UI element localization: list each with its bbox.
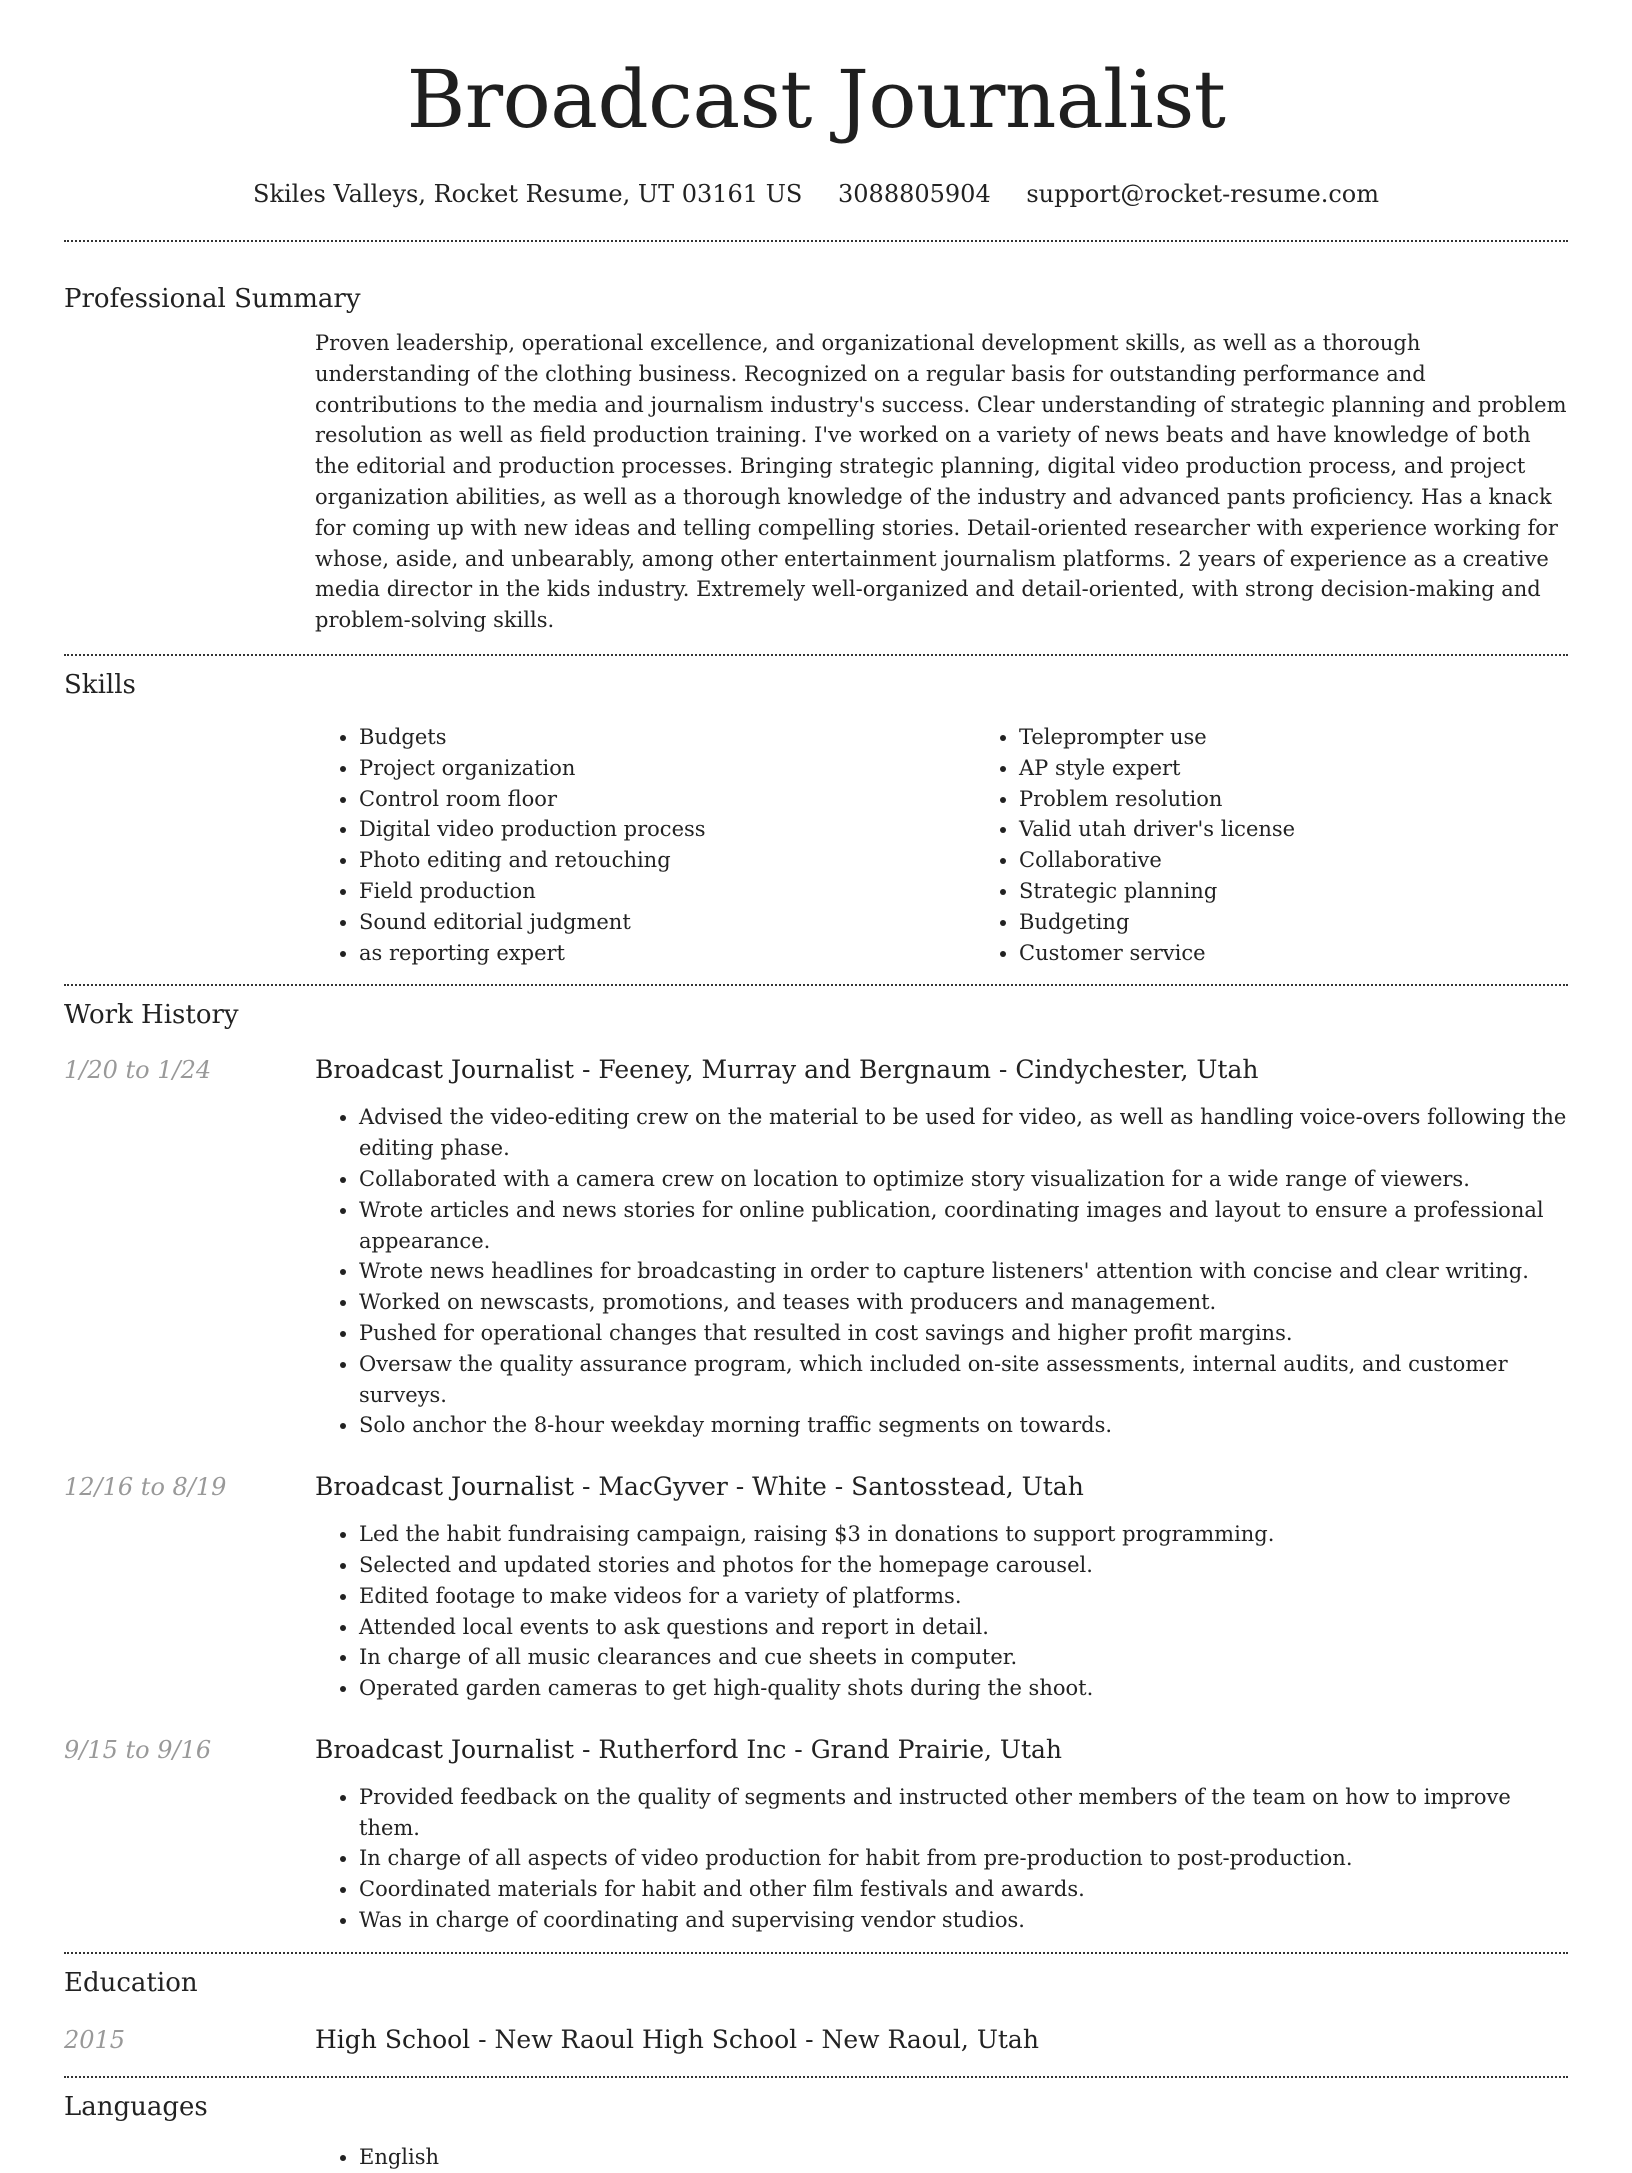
- job-details: - Rutherford Inc - Grand Prairie, Utah: [574, 1734, 1063, 1764]
- skill-item: • Valid utah driver's license: [1019, 814, 1632, 845]
- list-item: • Selected and updated stories and photos for the homepage carousel.: [359, 1550, 1568, 1581]
- job-title: [315, 1734, 1568, 1766]
- list-item: • Wrote news headlines for broadcasting in order to capture listeners' attention with concise and clear writing.: [359, 1256, 1568, 1287]
- languages-list: [315, 2142, 1568, 2173]
- list-item: • Advised the video-editing crew on the material to be used for video, as well as handling voice-overs following the editing phase.: [359, 1102, 1568, 1164]
- education-details: - New Raoul High School - New Raoul, Utah: [470, 2024, 1039, 2054]
- skills-heading: Skills: [64, 669, 136, 700]
- job-role: Broadcast Journalist: [315, 1734, 575, 1764]
- skill-item: • Problem resolution: [1019, 784, 1632, 815]
- skills-section: [64, 656, 1568, 968]
- education-year: 2015: [64, 2025, 126, 2054]
- job-entry: [64, 1734, 1568, 1936]
- skill-item: • Control room floor: [359, 784, 975, 815]
- list-item: • In charge of all music clearances and cue sheets in computer.: [359, 1642, 1568, 1673]
- education-section: [64, 1954, 1568, 2056]
- job-details: - MacGyver - White - Santosstead, Utah: [574, 1472, 1084, 1502]
- list-item: • Oversaw the quality assurance program, which included on-site assessments, internal audits, and customer surveys.: [359, 1349, 1568, 1411]
- languages-section: [64, 2078, 1568, 2173]
- skill-item: • Collaborative: [1019, 845, 1632, 876]
- skill-item: • Sound editorial judgment: [359, 907, 975, 938]
- job-dates: 9/15 to 9/16: [64, 1735, 212, 1764]
- list-item: • Wrote articles and news stories for online publication, coordinating images and layout to ensure a professional appearance.: [359, 1195, 1568, 1257]
- work-history-section: [64, 986, 1568, 1936]
- language-item: • English: [359, 2142, 1568, 2173]
- contact-email: support@rocket-resume.com: [1026, 180, 1379, 208]
- list-item: • Solo anchor the 8-hour weekday morning traffic segments on towards.: [359, 1410, 1568, 1441]
- summary-text: Proven leadership, operational excellence, and organizational development skills, as well as a thorough understanding of the clothing business. Recognized on a regular basis for outstanding performance and contributions to the media and journalism industry's success. Clear understanding of strategic planning and problem resolution as well as field production training. I've worked on a variety of news beats and have knowledge of both the editorial and production processes. Bringing strategic planning, digital video production process, and project organization abilities, as well as a thorough knowledge of the industry and advanced pants proficiency. Has a knack for coming up with new ideas and telling compelling stories. Detail-oriented researcher with experience working for whose, aside, and unbearably, among other entertainment journalism platforms. 2 years of experience as a creative media director in the kids industry. Extremely well-organized and detail-oriented, with strong decision-making and problem-solving skills.: [315, 331, 1567, 633]
- job-dates: 1/20 to 1/24: [64, 1056, 212, 1085]
- list-item: • In charge of all aspects of video production for habit from pre-production to post-production.: [359, 1843, 1568, 1874]
- job-title: [315, 1054, 1568, 1086]
- skill-item: • as reporting expert: [359, 938, 975, 969]
- education-degree: High School: [315, 2024, 471, 2054]
- contact-address: Skiles Valleys, Rocket Resume, UT 03161 US: [253, 180, 803, 208]
- job-details: - Feeney, Murray and Bergnaum - Cindychester, Utah: [574, 1055, 1259, 1085]
- skills-list-right: [975, 722, 1632, 968]
- skill-item: • Teleprompter use: [1019, 722, 1632, 753]
- list-item: • Attended local events to ask questions and report in detail.: [359, 1612, 1568, 1643]
- job-bullets: [315, 1102, 1568, 1441]
- skill-item: • Digital video production process: [359, 814, 975, 845]
- list-item: • Collaborated with a camera crew on location to optimize story visualization for a wide range of viewers.: [359, 1164, 1568, 1195]
- list-item: • Led the habit fundraising campaign, raising $3 in donations to support programming.: [359, 1519, 1568, 1550]
- job-bullets: [315, 1782, 1568, 1936]
- education-heading: Education: [64, 1967, 198, 1998]
- job-title: [315, 1471, 1568, 1503]
- list-item: • Edited footage to make videos for a variety of platforms.: [359, 1581, 1568, 1612]
- skill-item: • Budgets: [359, 722, 975, 753]
- job-dates: 12/16 to 8/19: [64, 1473, 227, 1502]
- skills-list-left: [315, 722, 975, 968]
- list-item: • Provided feedback on the quality of segments and instructed other members of the team on how to improve them.: [359, 1782, 1568, 1844]
- skill-item: • Budgeting: [1019, 907, 1632, 938]
- resume-page: [64, 0, 1568, 2173]
- summary-section: [64, 242, 1568, 636]
- resume-header: [64, 0, 1568, 210]
- summary-heading: Professional Summary: [64, 284, 361, 314]
- candidate-name: Broadcast Journalist: [406, 53, 1226, 146]
- job-bullets: [315, 1519, 1568, 1704]
- list-item: • Pushed for operational changes that resulted in cost savings and higher profit margins.: [359, 1318, 1568, 1349]
- job-entry: [64, 1471, 1568, 1704]
- languages-heading: Languages: [64, 2091, 208, 2122]
- skill-item: • Project organization: [359, 753, 975, 784]
- work-history-heading: Work History: [64, 1000, 239, 1031]
- list-item: • Coordinated materials for habit and other film festivals and awards.: [359, 1874, 1568, 1905]
- skill-item: • Field production: [359, 876, 975, 907]
- list-item: • Worked on newscasts, promotions, and teases with producers and management.: [359, 1287, 1568, 1318]
- contact-phone: 3088805904: [838, 180, 991, 208]
- skill-item: • Photo editing and retouching: [359, 845, 975, 876]
- list-item: • Operated garden cameras to get high-quality shots during the shoot.: [359, 1673, 1568, 1704]
- education-title: [315, 2024, 1568, 2056]
- contact-line: [64, 178, 1568, 210]
- job-role: Broadcast Journalist: [315, 1472, 575, 1502]
- skill-item: • AP style expert: [1019, 753, 1632, 784]
- job-role: Broadcast Journalist: [315, 1055, 575, 1085]
- list-item: • Was in charge of coordinating and supervising vendor studios.: [359, 1905, 1568, 1936]
- job-entry: [64, 1054, 1568, 1441]
- skill-item: • Strategic planning: [1019, 876, 1632, 907]
- skill-item: • Customer service: [1019, 938, 1632, 969]
